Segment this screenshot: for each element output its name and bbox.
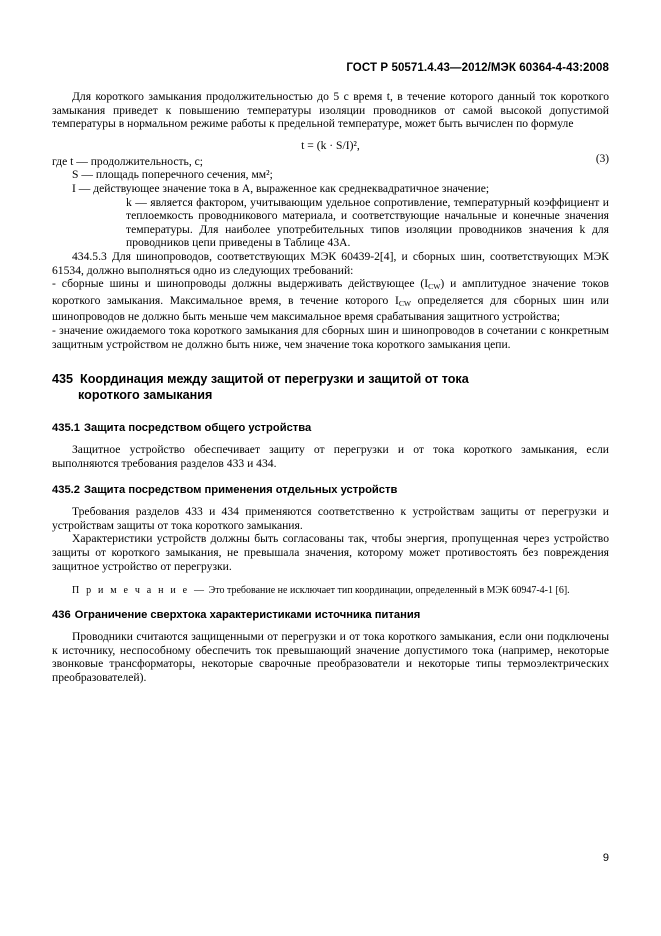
section-435-1-heading-row [52, 421, 609, 435]
note-label: П р и м е ч а н и е — [72, 585, 207, 597]
paragraph-intro: Для короткого замыкания продолжительностью до 5 с время t, в течение которого данный ток короткого замыкания приведет к повышению температуры изоляции проводников от самой высокой допустимой температуры в нормальном режиме работы к предельной температуре, может быть вычислен по формуле [52, 90, 609, 131]
note-block [52, 584, 609, 597]
section-435-2-heading-row [52, 483, 609, 497]
section-435-line1 [52, 371, 609, 387]
paragraph-dash-2: - значение ожидаемого тока короткого замыкания для сборных шин и шинопроводов в сочетании с конкретным защитным устройством не должно быть ниже, чем значение тока короткого замыкания цепи. [52, 323, 609, 351]
definition-k: k — является фактором, учитывающим удельное сопротивление, температурный коэффициент и теплоемкость проводникового материала, и соответствующие начальные и конечные значения температуры. Для наиболее употребительных типов изоляции проводников значения k для проводников цепи приведены в Таблице 43А. [126, 195, 609, 250]
note-text: Это требование не исключает тип координации, определенный в МЭК 60947-4-1 [6]. [206, 585, 570, 597]
page-number: 9 [602, 852, 609, 864]
section-435-1-heading [52, 421, 609, 435]
paragraph-435-2-b: Характеристики устройств должны быть согласованы так, чтобы энергия, пропущенная через устройство защиты от короткого замыкания, не превышала значения, которому может противостоять без повреждения защитное устройство от перегрузки. [52, 532, 609, 573]
section-436-heading-row [52, 608, 609, 622]
section-436-heading [52, 608, 609, 622]
paragraph-dash-1: - сборные шины и шинопроводы должны выдерживать действующее $(I_{CW})$ и амплитудное значение токов короткого замыкания. Максимальное время, в течение которого $I_{CW}$ определяется для сборных шин или шинопроводов не должно быть меньше чем максимальное время срабатывания защитного устройства; [52, 277, 609, 324]
section-436-title: Ограничение сверхтока характеристиками источника питания [74, 609, 421, 622]
section-435-line2: короткого замыкания [78, 388, 213, 403]
paragraph-436: Проводники считаются защищенными от перегрузки и от тока короткого замыкания, если они подключены к источнику, неспособному обеспечить ток превышающий значение допустимого тока (например, некоторые звонковые трансформаторы, некоторые сварочные преобразователи и некоторые типы термоэлектрических преобразователей). [52, 630, 609, 685]
paragraph-435-2-a: Требования разделов 433 и 434 применяются соответственно к устройствам защиты от перегрузки и устройствам защиты от тока короткого замыкания. [52, 505, 609, 532]
section-435-1-number: 435.1 [52, 422, 80, 435]
section-436-number: 436 [52, 609, 71, 622]
formula-number: (3) [595, 152, 609, 165]
definition-list [52, 152, 609, 250]
definition-S: S — площадь поперечного сечения, мм²; [72, 168, 273, 182]
subscript-icw-2: CW [398, 298, 412, 308]
section-435-heading [52, 371, 609, 403]
page-content [52, 90, 609, 685]
definition-t: где t — продолжительность, с; [52, 154, 203, 168]
section-435-1-title: Защита посредством общего устройства [84, 422, 312, 435]
page-header: ГОСТ Р 50571.4.43—2012/МЭК 60364-4-43:2008 [346, 62, 609, 74]
formula-expression: t = (k · S/I)², [301, 138, 360, 152]
section-435-2-heading [52, 483, 609, 497]
definition-I: I — действующее значение тока в А, выраженное как среднеквадратичное значение; [72, 181, 490, 195]
paragraph-435-1: Защитное устройство обеспечивает защиту от перегрузки и от тока короткого замыкания, если выполняются требования разделов 433 и 434. [52, 443, 609, 470]
subscript-icw-1: CW [428, 282, 441, 292]
section-435-number: 435 [52, 372, 74, 387]
section-435-2-title: Защита посредством применения отдельных устройств [84, 484, 398, 497]
section-435-2-number: 435.2 [52, 484, 80, 497]
paragraph-434-5-3: 434.5.3 Для шинопроводов, соответствующих МЭК 60439-2[4], и сборных шин, соответствующих МЭК 61534, должно выполняться одно из следующих требований: [52, 249, 609, 277]
section-435-title-line1: Координация между защитой от перегрузки и защитой от тока [80, 372, 469, 387]
